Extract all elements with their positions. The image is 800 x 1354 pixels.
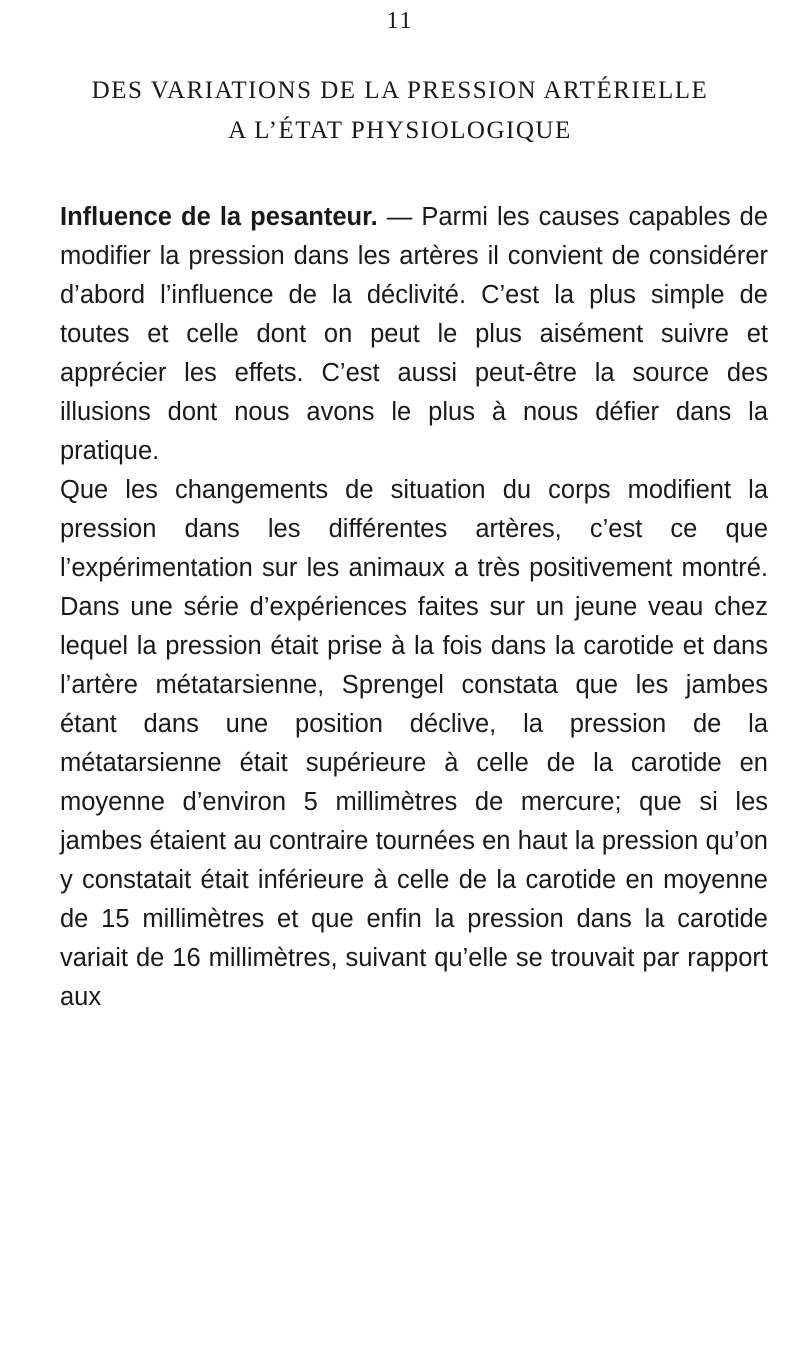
paragraph-2: Que les changements de situation du corps modifient la pression dans les différentes artères, c’est ce que l’expérimentation sur les animaux a très positivement montré. Dans une série d’expériences faites sur un jeune veau chez lequel la pression était prise à la fois dans la carotide et dans l’artère métatarsienne, Sprengel constata que les jambes étant dans une position déclive, la pression de la métatarsienne était supérieure à celle de la carotide en moyenne d’environ 5 millimètres de mercure; que si les jambes étaient au contraire tournées en haut la pression qu’on y constatait était inférieure à celle de la carotide en moyenne de 15 millimètres et que enfin la pression dans la carotide variait de 16 millimètres, suivant qu’elle se trouvait par rapport aux <box>60 476 768 1011</box>
page-number: 11 <box>386 8 414 34</box>
chapter-title-line-2: A L’ÉTAT PHYSIOLOGIQUE <box>228 117 572 144</box>
section-heading: Influence de la pesanteur. <box>60 203 378 231</box>
paragraph-1-text: — Parmi les causes capables de modifier la pression dans les artères il convient de considérer d’abord l’influence de la déclivité. C’est la plus simple de toutes et celle dont on peut le plus aisément suivre et apprécier les effets. C’est aussi peut-être la source des illusions dont nous avons le plus à nous défier dans la pratique. <box>60 203 768 465</box>
body-text <box>60 198 768 1017</box>
chapter-title-line-1: DES VARIATIONS DE LA PRESSION ARTÉRIELLE <box>91 77 709 104</box>
paragraph-1 <box>60 198 768 471</box>
